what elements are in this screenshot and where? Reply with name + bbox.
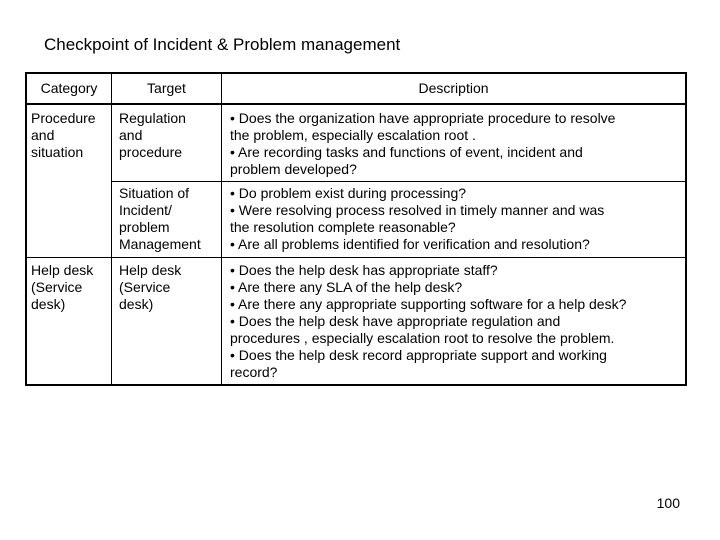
header-description: Description: [418, 80, 489, 96]
header-target: Target: [147, 80, 186, 96]
table-bottom-border: [25, 384, 687, 386]
table-right-border: [685, 72, 687, 386]
row-1-description: • Does the organization have appropriate procedure to resolve the problem, especially escalation root . • Are recording tasks and functions of event, incident and problem developed?: [230, 110, 616, 177]
row-divider-help-desk: [25, 257, 687, 258]
header-bottom-border: [25, 103, 687, 105]
row-2-target: Situation of Incident/ problem Management: [119, 185, 201, 252]
row-3-description: • Does the help desk has appropriate staff? • Are there any SLA of the help desk? • Are there any appropriate supporting software for a help desk? • Does the help desk have appropriate regulation and procedures , especially escalation root to resolve the problem. • Does the help desk record appropriate support and working record?: [230, 262, 627, 380]
slide-title: Checkpoint of Incident & Problem management: [44, 35, 401, 54]
column-divider-2: [221, 72, 222, 386]
column-divider-1: [111, 72, 112, 386]
checkpoint-table: [25, 72, 687, 386]
row-divider-situation: [112, 181, 687, 182]
row-3-category: Help desk (Service desk): [31, 262, 94, 312]
header-category: Category: [40, 80, 98, 96]
row-1-target: Regulation and procedure: [119, 110, 186, 160]
page-number: 100: [656, 495, 680, 511]
table-top-border: [25, 72, 687, 74]
row-3-target: Help desk (Service desk): [119, 262, 182, 312]
row-1-category: Procedure and situation: [31, 110, 96, 160]
row-2-description: • Do problem exist during processing? • Were resolving process resolved in timely manner and was the resolution complete reasonable? • Are all problems identified for verification and resolution?: [230, 185, 605, 252]
table-left-border: [25, 72, 27, 386]
